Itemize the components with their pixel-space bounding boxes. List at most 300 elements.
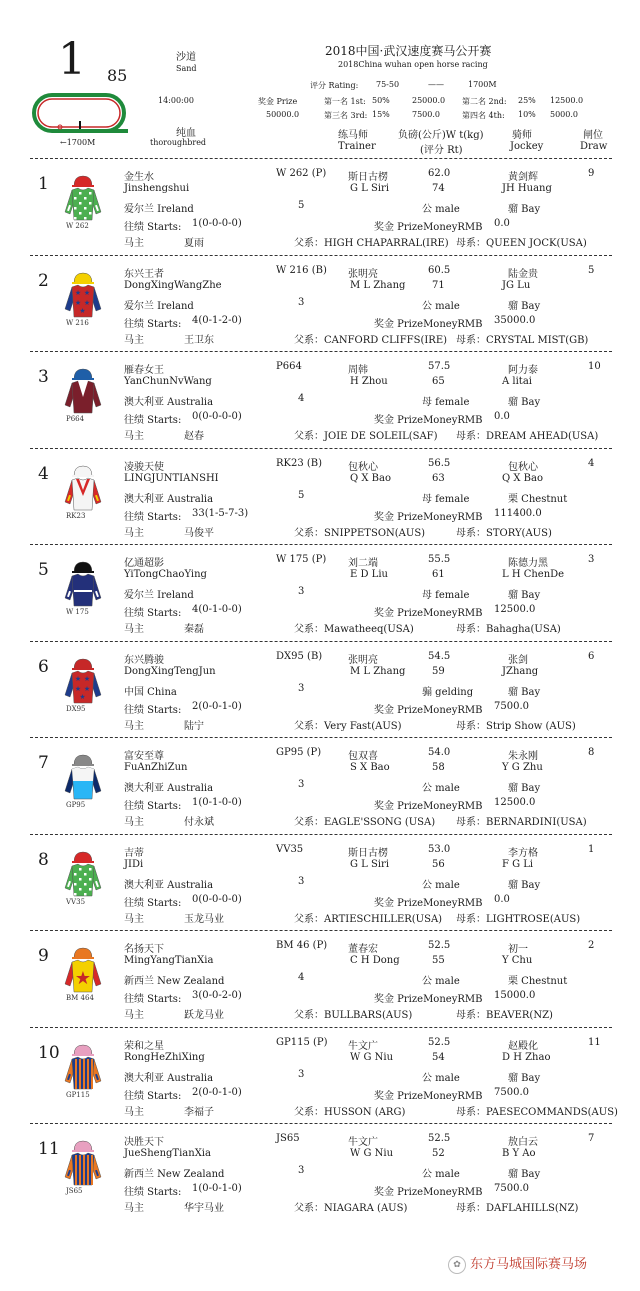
- jockey-silks-icon: [64, 174, 102, 222]
- horse-origin: 爱尔兰 Ireland: [124, 300, 194, 312]
- draw: 5: [588, 264, 595, 276]
- starts-label: 往绩 Starts:: [124, 222, 182, 233]
- owner-label: 马主: [124, 1010, 144, 1021]
- jockey-silks-icon: [64, 657, 102, 705]
- horse-color: 骝 Bay: [508, 686, 541, 698]
- jockey-cn: 初一: [508, 944, 528, 955]
- rating: 63: [432, 472, 445, 484]
- prize-1st-amt: 25000.0: [412, 96, 446, 105]
- horse-code: JS65: [276, 1133, 300, 1144]
- jockey-silks-icon: [64, 271, 102, 319]
- footer-brand: [448, 1253, 587, 1274]
- row-divider: [30, 930, 612, 931]
- race-distance: 1700M: [468, 80, 497, 89]
- starts-label: 往绩 Starts:: [124, 1187, 182, 1198]
- weight: 60.5: [428, 264, 451, 276]
- dam: 母系：STORY(AUS): [456, 527, 552, 539]
- row-divider: [30, 834, 612, 835]
- breed-en: thoroughbred: [150, 138, 207, 147]
- trainer-cn: 张明亮: [348, 654, 378, 666]
- starts-value: 3(0-0-2-0): [192, 990, 242, 1001]
- jockey-silks-icon: [64, 1139, 102, 1187]
- rating-value: 75-50: [376, 80, 400, 89]
- prize-4th-pct: 10%: [518, 110, 536, 119]
- horse-age: 3: [298, 1165, 305, 1176]
- jockey-en: Y Chu: [502, 955, 533, 966]
- sire: 父系：HUSSON (ARG): [294, 1106, 406, 1118]
- starts-value: 33(1-5-7-3): [192, 507, 249, 519]
- horse-number: 4: [38, 463, 49, 484]
- horse-number: 9: [38, 946, 49, 966]
- horse-name-en: MingYangTianXia: [124, 955, 214, 966]
- horse-origin: 爱尔兰 Ireland: [124, 204, 194, 215]
- rating: 52: [432, 1148, 445, 1159]
- owner-name: 华宇马业: [184, 1203, 224, 1214]
- jockey-en: D H Zhao: [502, 1051, 551, 1063]
- prize-label: 奖金 PrizeMoneyRMB: [374, 318, 483, 330]
- rating-dash: ——: [428, 80, 444, 89]
- prize-value: 7500.0: [494, 1086, 529, 1098]
- starts-value: 1(0-0-0-0): [192, 218, 242, 229]
- prize-label: 奖金 PrizeMoneyRMB: [374, 1090, 483, 1102]
- prize-4th-label: 第四名 4th:: [462, 111, 505, 120]
- owner-label: 马主: [124, 527, 144, 539]
- horse-color: 骝 Bay: [508, 300, 541, 312]
- owner-label: 马主: [124, 238, 144, 249]
- prize-3rd-amt: 7500.0: [412, 110, 440, 119]
- prize-value: 7500.0: [494, 700, 529, 712]
- horse-brand-code: BM 464: [66, 994, 94, 1002]
- row-divider: [30, 737, 612, 738]
- jockey-silks-icon: [64, 753, 102, 801]
- starts-value: 1(0-0-1-0): [192, 1183, 242, 1194]
- rating: 65: [432, 376, 445, 387]
- horse-origin: 新西兰 New Zealand: [124, 976, 225, 987]
- horse-sex: 公 male: [422, 879, 460, 891]
- horse-code: W 175 (P): [276, 554, 327, 565]
- prize-label: 奖金 PrizeMoneyRMB: [374, 897, 483, 909]
- draw: 9: [588, 168, 595, 179]
- sire: 父系：ARTIESCHILLER(USA): [294, 913, 443, 925]
- prize-label: 奖金 PrizeMoneyRMB: [374, 1187, 483, 1198]
- col-weight-cn: 负磅(公斤)W t(kg): [398, 130, 484, 141]
- dam: 母系：DAFLAHILLS(NZ): [456, 1203, 579, 1214]
- jockey-silks-icon: [64, 946, 102, 994]
- owner-label: 马主: [124, 720, 144, 732]
- starts-label: 往绩 Starts:: [124, 608, 182, 619]
- horse-brand-code: W 216: [66, 318, 89, 327]
- trainer-cn: 董春宏: [348, 944, 378, 955]
- sire: 父系：HIGH CHAPARRAL(IRE): [294, 238, 449, 249]
- svg-text:★: ★: [83, 288, 91, 297]
- starts-label: 往绩 Starts:: [124, 318, 182, 330]
- horse-number: 5: [38, 560, 49, 580]
- jockey-en: F G Li: [502, 858, 534, 870]
- jockey-en: A litai: [502, 376, 532, 387]
- horse-sex: 母 female: [422, 493, 470, 505]
- prize-value: 0.0: [494, 893, 510, 905]
- horse-sex: 公 male: [422, 300, 460, 312]
- horse-sex: 骟 gelding: [422, 686, 474, 698]
- horse-row: [0, 162, 640, 258]
- horse-code: BM 46 (P): [276, 940, 328, 951]
- prize-3rd-pct: 15%: [372, 110, 390, 119]
- trainer-en: G L Siri: [350, 183, 390, 194]
- sire: 父系：CANFORD CLIFFS(IRE): [294, 334, 448, 346]
- weight: 52.5: [428, 1036, 451, 1048]
- horse-origin: 澳大利亚 Australia: [124, 493, 214, 505]
- horse-code: W 216 (B): [276, 264, 327, 276]
- trainer-en: M L Zhang: [350, 279, 406, 291]
- draw: 7: [588, 1133, 595, 1144]
- horse-color: 骝 Bay: [508, 204, 541, 215]
- breed-cn: 纯血: [176, 128, 196, 139]
- jockey-cn: 李方格: [508, 847, 538, 859]
- dam: 母系：PAESECOMMANDS(AUS): [456, 1106, 618, 1118]
- horse-name-cn: 决胜天下: [124, 1137, 164, 1148]
- prize-value: 0.0: [494, 218, 510, 229]
- horse-origin: 爱尔兰 Ireland: [124, 590, 194, 601]
- horse-name-en: JIDi: [124, 858, 144, 870]
- horse-origin: 澳大利亚 Australia: [124, 1072, 214, 1084]
- horse-color: 栗 Chestnut: [508, 493, 568, 505]
- dam: 母系：BERNARDINI(USA): [456, 817, 587, 828]
- horse-color: 骝 Bay: [508, 1072, 541, 1084]
- horse-sex: 公 male: [422, 1169, 460, 1180]
- prize-2nd-amt: 12500.0: [550, 96, 584, 105]
- trainer-en: S X Bao: [350, 762, 390, 773]
- race-title-cn: 2018中国·武汉速度赛马公开赛: [325, 44, 492, 58]
- col-trainer-en: Trainer: [338, 141, 376, 152]
- owner-name: 马俊平: [184, 527, 214, 539]
- trainer-cn: 牛文广: [348, 1137, 378, 1148]
- owner-label: 马主: [124, 624, 144, 635]
- prize-value: 15000.0: [494, 990, 536, 1001]
- horse-brand-code: GP95: [66, 801, 86, 809]
- prize-value: 0.0: [494, 411, 510, 422]
- horse-number: 10: [38, 1042, 60, 1063]
- prize-label: 奖金 PrizeMoneyRMB: [374, 415, 483, 426]
- horse-number: 2: [38, 270, 49, 291]
- trainer-en: M L Zhang: [350, 665, 406, 677]
- jockey-en: Q X Bao: [502, 472, 544, 484]
- prize-label: 奖金 PrizeMoneyRMB: [374, 222, 483, 233]
- rating: 59: [432, 665, 445, 677]
- dam: 母系：DREAM AHEAD(USA): [456, 431, 599, 442]
- horse-name-cn: 东兴王者: [124, 268, 164, 280]
- horse-code: DX95 (B): [276, 650, 323, 662]
- horse-code: VV35: [276, 843, 304, 855]
- horse-name-cn: 名扬天下: [124, 944, 164, 955]
- owner-name: 付永斌: [184, 817, 214, 828]
- jockey-cn: 张剑: [508, 654, 528, 666]
- jockey-silks-icon: [64, 1043, 102, 1091]
- horse-row: [0, 355, 640, 451]
- horse-age: 3: [298, 779, 305, 790]
- horse-brand-code: JS65: [66, 1187, 83, 1195]
- col-trainer-cn: 练马师: [338, 130, 368, 141]
- jockey-cn: 陈德力黑: [508, 558, 548, 569]
- trainer-en: W G Niu: [350, 1051, 394, 1063]
- jockey-silks-icon: [64, 464, 102, 512]
- weight: 52.5: [428, 1133, 451, 1144]
- starts-label: 往绩 Starts:: [124, 511, 182, 523]
- prize-total: 50000.0: [266, 110, 300, 119]
- horse-name-cn: 东兴腾骏: [124, 654, 164, 666]
- horse-brand-code: DX95: [66, 704, 86, 713]
- prize-label: 奖金 Prize: [258, 97, 298, 106]
- weight: 52.5: [428, 940, 451, 951]
- horse-color: 栗 Chestnut: [508, 976, 568, 987]
- horse-sex: 母 female: [422, 590, 470, 601]
- horse-row: [0, 1127, 640, 1223]
- prize-2nd-label: 第二名 2nd:: [462, 97, 507, 106]
- horse-code: GP115 (P): [276, 1036, 328, 1048]
- starts-value: 0(0-0-0-0): [192, 411, 242, 422]
- horse-row: [0, 452, 640, 548]
- horse-brand-code: VV35: [66, 897, 86, 906]
- horse-name-en: LINGJUNTIANSHI: [124, 472, 219, 484]
- svg-text:★: ★: [79, 306, 86, 315]
- row-divider: [30, 1123, 612, 1124]
- prize-value: 7500.0: [494, 1183, 529, 1194]
- jockey-en: JH Huang: [502, 183, 552, 194]
- trainer-en: W G Niu: [350, 1148, 394, 1159]
- jockey-en: JG Lu: [502, 279, 531, 291]
- horse-brand-code: RK23: [66, 511, 86, 520]
- owner-name: 夏雨: [184, 238, 204, 249]
- horse-row: [0, 645, 640, 741]
- horse-age: 5: [298, 200, 305, 211]
- row-divider: [30, 351, 612, 352]
- prize-value: 111400.0: [494, 507, 542, 519]
- horse-origin: 澳大利亚 Australia: [124, 397, 214, 408]
- horse-brand-code: P664: [66, 415, 85, 423]
- track-diagram-icon: [32, 93, 132, 143]
- prize-value: 12500.0: [494, 604, 536, 615]
- weight: 54.5: [428, 650, 451, 662]
- jockey-en: B Y Ao: [502, 1148, 536, 1159]
- jockey-cn: 黄剑辉: [508, 172, 538, 183]
- col-weight-en: (评分 Rt): [420, 145, 463, 156]
- horse-number: 1: [38, 174, 49, 194]
- row-divider: [30, 641, 612, 642]
- draw: 10: [588, 361, 601, 372]
- horse-brand-code: W 175: [66, 608, 89, 616]
- horse-color: 骝 Bay: [508, 590, 541, 601]
- trainer-cn: 斯日古楞: [348, 847, 388, 859]
- horse-color: 骝 Bay: [508, 783, 541, 794]
- starts-value: 2(0-0-1-0): [192, 700, 242, 712]
- horse-name-cn: 雁春女王: [124, 365, 164, 376]
- jockey-cn: 包秋心: [508, 461, 538, 473]
- horse-age: 3: [298, 875, 305, 887]
- jockey-cn: 陆金贵: [508, 268, 538, 280]
- trainer-en: C H Dong: [350, 955, 400, 966]
- horse-age: 3: [298, 682, 305, 694]
- horse-age: 3: [298, 586, 305, 597]
- sire: 父系：EAGLE'SSONG (USA): [294, 817, 436, 828]
- horse-age: 5: [298, 489, 305, 501]
- prize-label: 奖金 PrizeMoneyRMB: [374, 994, 483, 1005]
- horse-brand-code: GP115: [66, 1090, 90, 1099]
- trainer-cn: 牛文广: [348, 1040, 378, 1052]
- owner-name: 王卫东: [184, 334, 214, 346]
- horse-name-en: FuAnZhiZun: [124, 762, 188, 773]
- wechat-icon: ✿: [448, 1256, 466, 1274]
- race-distance-number: 85: [107, 66, 128, 85]
- horse-age: 4: [298, 393, 305, 404]
- horse-name-cn: 亿通超影: [124, 558, 164, 569]
- draw: 11: [588, 1036, 601, 1048]
- svg-text:★: ★: [74, 298, 82, 307]
- draw: 2: [588, 940, 595, 951]
- jockey-silks-icon: [64, 367, 102, 415]
- header-divider: [30, 158, 612, 159]
- prize-value: 35000.0: [494, 314, 536, 326]
- horse-color: 骝 Bay: [508, 879, 541, 891]
- trainer-en: E D Liu: [350, 569, 388, 580]
- weight: 55.5: [428, 554, 451, 565]
- horse-row: [0, 741, 640, 837]
- surface-en: Sand: [176, 64, 197, 73]
- surface-cn: 沙道: [176, 52, 196, 63]
- trainer-cn: 刘二端: [348, 558, 378, 569]
- horse-brand-code: W 262: [66, 222, 89, 230]
- owner-label: 马主: [124, 1106, 144, 1118]
- horse-name-cn: 金生水: [124, 172, 154, 183]
- prize-label: 奖金 PrizeMoneyRMB: [374, 704, 483, 716]
- col-jockey-cn: 骑师: [512, 130, 532, 141]
- horse-number: 7: [38, 753, 49, 773]
- sire: 父系：Mawatheeq(USA): [294, 624, 414, 635]
- trainer-cn: 包秋心: [348, 461, 378, 473]
- horse-name-en: JueShengTianXia: [124, 1148, 211, 1159]
- row-divider: [30, 448, 612, 449]
- horse-code: RK23 (B): [276, 457, 323, 469]
- horse-number: 3: [38, 367, 49, 387]
- starts-value: 1(0-1-0-0): [192, 797, 242, 808]
- draw: 3: [588, 554, 595, 565]
- horse-age: 3: [298, 296, 305, 308]
- horse-sex: 公 male: [422, 1072, 460, 1084]
- horse-sex: 公 male: [422, 204, 460, 215]
- horse-name-cn: 凌骏天使: [124, 461, 164, 473]
- trainer-cn: 张明亮: [348, 268, 378, 280]
- svg-text:★: ★: [74, 684, 82, 693]
- rating-label: 评分 Rating:: [310, 81, 359, 90]
- owner-label: 马主: [124, 913, 144, 925]
- rating: 58: [432, 762, 445, 773]
- weight: 53.0: [428, 843, 451, 855]
- sire: 父系：JOIE DE SOLEIL(SAF): [294, 431, 438, 442]
- draw: 1: [588, 843, 595, 855]
- horse-age: 3: [298, 1068, 305, 1080]
- starts-value: 2(0-0-1-0): [192, 1086, 242, 1098]
- svg-text:★: ★: [79, 692, 86, 701]
- horse-number: 11: [38, 1139, 60, 1159]
- horse-row: [0, 1031, 640, 1127]
- weight: 57.5: [428, 361, 451, 372]
- starts-label: 往绩 Starts:: [124, 704, 182, 716]
- svg-text:★: ★: [74, 288, 82, 297]
- owner-label: 马主: [124, 334, 144, 346]
- row-divider: [30, 255, 612, 256]
- prize-3rd-label: 第三名 3rd:: [324, 111, 368, 120]
- dam: 母系：LIGHTROSE(AUS): [456, 913, 581, 925]
- owner-name: 赵春: [184, 431, 204, 442]
- jockey-cn: 赵殿化: [508, 1040, 538, 1052]
- rating: 55: [432, 955, 445, 966]
- sire: 父系：BULLBARS(AUS): [294, 1010, 413, 1021]
- svg-text:★: ★: [83, 298, 91, 307]
- trainer-en: H Zhou: [350, 376, 388, 387]
- horse-color: 骝 Bay: [508, 1169, 541, 1180]
- horse-number: 6: [38, 656, 49, 677]
- row-divider: [30, 544, 612, 545]
- horse-name-cn: 荣和之星: [124, 1040, 164, 1052]
- horse-name-cn: 吉蒂: [124, 847, 144, 859]
- prize-label: 奖金 PrizeMoneyRMB: [374, 608, 483, 619]
- track-length: ←1700M: [60, 138, 96, 147]
- owner-label: 马主: [124, 1203, 144, 1214]
- jockey-en: JZhang: [502, 665, 539, 677]
- jockey-silks-icon: [64, 850, 102, 898]
- dam: 母系：Bahagha(USA): [456, 624, 561, 635]
- horse-code: GP95 (P): [276, 747, 322, 758]
- weight: 54.0: [428, 747, 451, 758]
- horse-name-en: DongXingTengJun: [124, 665, 216, 677]
- weight: 62.0: [428, 168, 451, 179]
- rating: 56: [432, 858, 445, 870]
- svg-text:★: ★: [74, 674, 82, 683]
- prize-2nd-pct: 25%: [518, 96, 536, 105]
- horse-row: [0, 934, 640, 1030]
- dam: 母系：QUEEN JOCK(USA): [456, 238, 587, 249]
- horse-name-en: DongXingWangZhe: [124, 279, 222, 291]
- sire: 父系：NIAGARA (AUS): [294, 1203, 408, 1214]
- trainer-en: Q X Bao: [350, 472, 392, 484]
- svg-text:★: ★: [83, 674, 91, 683]
- starts-label: 往绩 Starts:: [124, 415, 182, 426]
- horse-origin: 澳大利亚 Australia: [124, 879, 214, 891]
- horse-age: 4: [298, 972, 305, 983]
- horse-name-en: Jinshengshui: [124, 183, 190, 194]
- draw: 4: [588, 457, 595, 469]
- horse-name-cn: 富安至尊: [124, 751, 164, 762]
- jockey-en: L H ChenDe: [502, 569, 565, 580]
- rating: 54: [432, 1051, 445, 1063]
- draw: 6: [588, 650, 595, 662]
- prize-label: 奖金 PrizeMoneyRMB: [374, 511, 483, 523]
- rating: 61: [432, 569, 445, 580]
- svg-text:★: ★: [74, 968, 92, 989]
- rating: 74: [432, 183, 445, 194]
- trainer-en: G L Siri: [350, 858, 390, 870]
- horse-origin: 中国 China: [124, 686, 177, 698]
- horse-origin: 新西兰 New Zealand: [124, 1169, 225, 1180]
- starts-value: 0(0-0-0-0): [192, 893, 242, 905]
- horse-code: W 262 (P): [276, 168, 327, 179]
- col-draw-cn: 闸位: [583, 130, 603, 141]
- prize-4th-amt: 5000.0: [550, 110, 578, 119]
- prize-1st-label: 第一名 1st:: [324, 97, 366, 106]
- prize-value: 12500.0: [494, 797, 536, 808]
- horse-color: 骝 Bay: [508, 397, 541, 408]
- horse-name-en: YiTongChaoYing: [124, 569, 207, 580]
- owner-name: 陆宁: [184, 720, 204, 732]
- trainer-cn: 周韩: [348, 365, 368, 376]
